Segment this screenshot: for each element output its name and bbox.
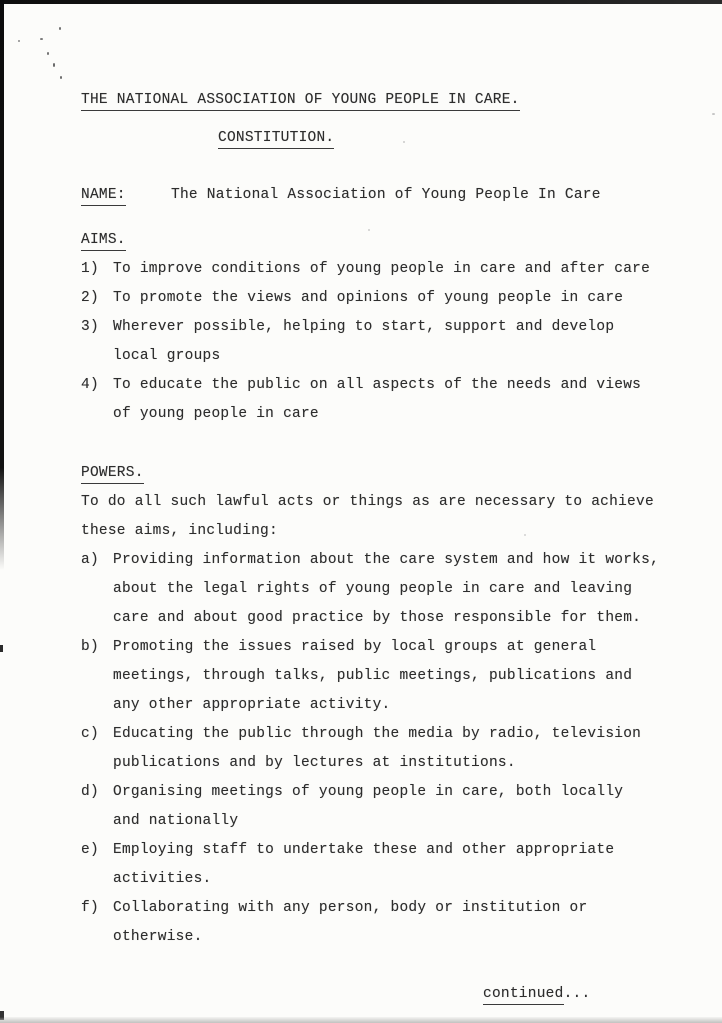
scan-speckle <box>712 113 715 115</box>
item-line: Wherever possible, helping to start, support and develop <box>113 319 615 335</box>
item-lines <box>113 836 614 894</box>
document-title-row <box>81 86 692 115</box>
powers-item <box>81 633 692 720</box>
item-marker: 4) <box>81 377 99 393</box>
powers-list <box>81 546 692 952</box>
powers-item <box>81 778 692 836</box>
aims-item <box>81 371 692 429</box>
item-line: activities. <box>113 871 212 887</box>
aims-heading-row <box>81 226 692 255</box>
pencil-dot <box>59 27 61 30</box>
aims-item <box>81 313 692 371</box>
document-body <box>81 0 692 1009</box>
item-line: Organising meetings of young people in care, both locally <box>113 784 624 800</box>
continued-ellipsis: ... <box>563 986 591 1002</box>
pencil-dot <box>40 38 43 40</box>
name-row <box>81 181 692 210</box>
item-line: care and about good practice by those responsible for them. <box>113 610 642 626</box>
continued-label: continued <box>483 986 564 1005</box>
item-lines <box>113 313 614 371</box>
item-line: publications and by lectures at institutions. <box>113 755 516 771</box>
item-lines <box>113 546 659 633</box>
bottom-edge-artifact <box>0 1017 722 1023</box>
aims-heading: AIMS. <box>81 232 126 251</box>
powers-item <box>81 720 692 778</box>
item-line: To promote the views and opinions of young people in care <box>113 290 624 306</box>
item-line: of young people in care <box>113 406 319 422</box>
item-lines <box>113 255 650 284</box>
powers-item <box>81 546 692 633</box>
pencil-dot <box>53 63 55 67</box>
powers-heading: POWERS. <box>81 465 144 484</box>
powers-item <box>81 836 692 894</box>
item-lines <box>113 894 587 952</box>
item-marker: f) <box>81 900 99 916</box>
item-lines <box>113 633 632 720</box>
item-line: any other appropriate activity. <box>113 697 391 713</box>
item-line: about the legal rights of young people in care and leaving <box>113 581 633 597</box>
item-marker: c) <box>81 726 99 742</box>
item-marker: 2) <box>81 290 99 306</box>
pencil-dot <box>47 52 49 55</box>
item-line: Educating the public through the media by radio, television <box>113 726 642 742</box>
name-value: The National Association of Young People In Care <box>171 187 601 203</box>
item-line: Providing information about the care system and how it works, <box>113 552 660 568</box>
item-marker: e) <box>81 842 99 858</box>
left-edge-nick <box>0 645 3 652</box>
powers-intro-line: To do all such lawful acts or things as are necessary to achieve <box>81 494 654 510</box>
item-marker: 1) <box>81 261 99 277</box>
continued-note <box>483 980 692 1009</box>
powers-heading-row <box>81 459 692 488</box>
item-lines <box>113 284 623 313</box>
item-lines <box>113 778 623 836</box>
powers-intro <box>81 488 692 546</box>
item-marker: 3) <box>81 319 99 335</box>
powers-intro-line: these aims, including: <box>81 523 278 539</box>
document-title: THE NATIONAL ASSOCIATION OF YOUNG PEOPLE IN CARE. <box>81 92 520 111</box>
item-line: Promoting the issues raised by local groups at general <box>113 639 597 655</box>
document-subtitle: CONSTITUTION. <box>218 130 334 149</box>
item-marker: b) <box>81 639 99 655</box>
item-marker: d) <box>81 784 99 800</box>
left-edge-artifact <box>0 0 4 570</box>
item-line: Employing staff to undertake these and other appropriate <box>113 842 615 858</box>
powers-item <box>81 894 692 952</box>
name-label-cell <box>81 181 171 210</box>
item-line: Collaborating with any person, body or institution or <box>113 900 588 916</box>
document-subtitle-row <box>218 124 692 153</box>
item-line: To improve conditions of young people in care and after care <box>113 261 651 277</box>
item-line: and nationally <box>113 813 239 829</box>
aims-item <box>81 255 692 284</box>
pencil-dot <box>18 40 20 42</box>
pencil-dot <box>60 76 62 79</box>
item-line: otherwise. <box>113 929 203 945</box>
item-line: meetings, through talks, public meetings, publications and <box>113 668 633 684</box>
item-lines <box>113 720 641 778</box>
item-marker: a) <box>81 552 99 568</box>
name-label: NAME: <box>81 187 126 206</box>
item-line: To educate the public on all aspects of the needs and views <box>113 377 642 393</box>
item-line: local groups <box>113 348 221 364</box>
item-lines <box>113 371 641 429</box>
aims-item <box>81 284 692 313</box>
aims-list <box>81 255 692 429</box>
